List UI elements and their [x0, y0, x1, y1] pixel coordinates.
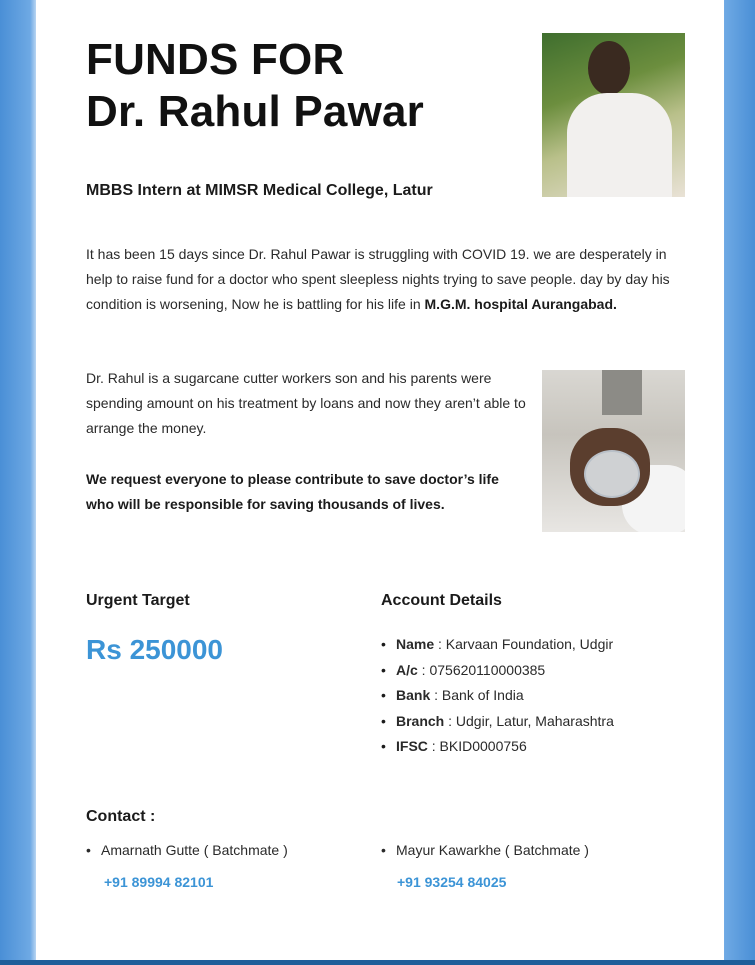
appeal-paragraph: We request everyone to please contribute to save doctor’s life who will be responsible for saving thousands of lives. — [86, 471, 499, 512]
family-paragraph: Dr. Rahul is a sugarcane cutter workers son and his parents were spending amount on his treatment by loans and now they aren’t able to arrange the money. — [86, 370, 526, 436]
contact-phone-1[interactable]: +91 89994 82101 — [104, 874, 214, 890]
poster-card — [36, 0, 724, 960]
poster-title — [86, 34, 424, 138]
account-ifsc-item: • IFSC : BKID0000756 — [381, 734, 614, 760]
account-bank-item: • Bank : Bank of India — [381, 683, 614, 709]
account-label: Account Details — [381, 592, 502, 609]
hospital-name: M.G.M. hospital Aurangabad. — [424, 296, 617, 312]
account-branch-item: • Branch : Udgir, Latur, Maharashtra — [381, 709, 614, 735]
target-label: Urgent Target — [86, 592, 190, 609]
subtitle: MBBS Intern at MIMSR Medical College, Latur — [86, 182, 433, 199]
contact-name-2: • Mayur Kawarkhe ( Batchmate ) — [381, 842, 589, 858]
title-line-2: Dr. Rahul Pawar — [86, 87, 425, 136]
contact-phone-2[interactable]: +91 93254 84025 — [397, 874, 507, 890]
doctor-photo — [542, 33, 685, 197]
contact-label: Contact : — [86, 808, 156, 825]
account-number-item: • A/c : 075620110000385 — [381, 658, 614, 684]
hospital-photo — [542, 370, 685, 532]
account-details-list — [381, 632, 614, 760]
contact-name-1: • Amarnath Gutte ( Batchmate ) — [86, 842, 288, 858]
bottom-edge — [0, 960, 755, 965]
situation-paragraph — [86, 242, 691, 317]
situation-text: It has been 15 days since Dr. Rahul Pawar is struggling with COVID 19. we are desperately in help to raise fund for a doctor who spent sleepless nights trying to save people. day by day his condition is worsening, Now he is battling for his life in — [86, 246, 670, 312]
target-amount: Rs 250000 — [86, 634, 224, 665]
title-line-1: FUNDS FOR — [86, 35, 345, 84]
account-name-item: • Name : Karvaan Foundation, Udgir — [381, 632, 614, 658]
